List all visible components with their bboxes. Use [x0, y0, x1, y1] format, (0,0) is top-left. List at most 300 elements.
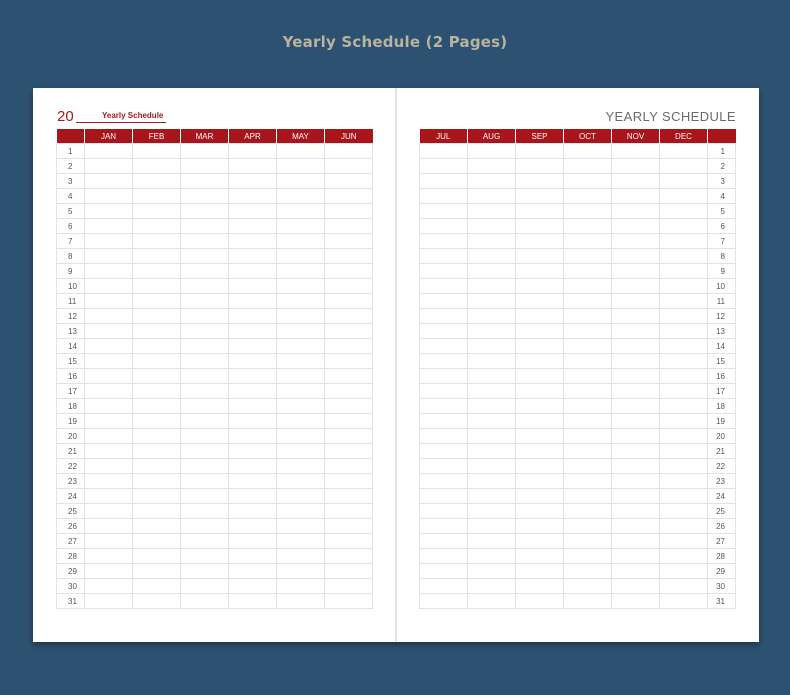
schedule-cell[interactable]	[85, 414, 133, 429]
schedule-cell[interactable]	[612, 354, 660, 369]
schedule-cell[interactable]	[277, 279, 325, 294]
schedule-cell[interactable]	[516, 219, 564, 234]
schedule-cell[interactable]	[420, 339, 468, 354]
schedule-cell[interactable]	[516, 579, 564, 594]
schedule-cell[interactable]	[277, 534, 325, 549]
schedule-cell[interactable]	[277, 174, 325, 189]
schedule-cell[interactable]	[468, 504, 516, 519]
schedule-cell[interactable]	[564, 564, 612, 579]
schedule-cell[interactable]	[229, 279, 277, 294]
schedule-cell[interactable]	[85, 429, 133, 444]
schedule-cell[interactable]	[181, 369, 229, 384]
schedule-cell[interactable]	[277, 384, 325, 399]
schedule-cell[interactable]	[325, 264, 373, 279]
schedule-cell[interactable]	[612, 564, 660, 579]
schedule-cell[interactable]	[468, 294, 516, 309]
schedule-cell[interactable]	[229, 294, 277, 309]
schedule-cell[interactable]	[133, 489, 181, 504]
schedule-cell[interactable]	[85, 354, 133, 369]
schedule-cell[interactable]	[564, 294, 612, 309]
schedule-cell[interactable]	[516, 489, 564, 504]
schedule-cell[interactable]	[229, 459, 277, 474]
schedule-cell[interactable]	[468, 189, 516, 204]
schedule-cell[interactable]	[85, 534, 133, 549]
schedule-cell[interactable]	[229, 474, 277, 489]
schedule-cell[interactable]	[564, 144, 612, 159]
schedule-cell[interactable]	[420, 174, 468, 189]
schedule-cell[interactable]	[660, 369, 708, 384]
schedule-cell[interactable]	[277, 354, 325, 369]
schedule-cell[interactable]	[229, 564, 277, 579]
schedule-cell[interactable]	[229, 429, 277, 444]
schedule-cell[interactable]	[468, 279, 516, 294]
schedule-cell[interactable]	[181, 504, 229, 519]
schedule-cell[interactable]	[85, 519, 133, 534]
schedule-cell[interactable]	[181, 279, 229, 294]
schedule-cell[interactable]	[516, 429, 564, 444]
schedule-cell[interactable]	[468, 549, 516, 564]
schedule-cell[interactable]	[660, 219, 708, 234]
schedule-cell[interactable]	[325, 414, 373, 429]
schedule-cell[interactable]	[229, 594, 277, 609]
schedule-cell[interactable]	[85, 474, 133, 489]
schedule-cell[interactable]	[181, 384, 229, 399]
schedule-cell[interactable]	[564, 444, 612, 459]
schedule-cell[interactable]	[229, 534, 277, 549]
schedule-cell[interactable]	[229, 219, 277, 234]
schedule-cell[interactable]	[277, 369, 325, 384]
schedule-cell[interactable]	[133, 594, 181, 609]
schedule-cell[interactable]	[229, 579, 277, 594]
schedule-cell[interactable]	[181, 519, 229, 534]
schedule-cell[interactable]	[516, 294, 564, 309]
schedule-cell[interactable]	[229, 324, 277, 339]
schedule-cell[interactable]	[420, 399, 468, 414]
schedule-cell[interactable]	[468, 459, 516, 474]
schedule-cell[interactable]	[181, 189, 229, 204]
schedule-cell[interactable]	[133, 414, 181, 429]
schedule-cell[interactable]	[229, 264, 277, 279]
schedule-cell[interactable]	[564, 339, 612, 354]
schedule-cell[interactable]	[181, 564, 229, 579]
schedule-cell[interactable]	[420, 564, 468, 579]
schedule-cell[interactable]	[516, 504, 564, 519]
schedule-cell[interactable]	[277, 474, 325, 489]
schedule-cell[interactable]	[229, 369, 277, 384]
schedule-cell[interactable]	[181, 174, 229, 189]
schedule-cell[interactable]	[181, 429, 229, 444]
schedule-cell[interactable]	[229, 234, 277, 249]
schedule-cell[interactable]	[277, 294, 325, 309]
schedule-cell[interactable]	[420, 159, 468, 174]
schedule-cell[interactable]	[277, 309, 325, 324]
schedule-cell[interactable]	[85, 459, 133, 474]
schedule-cell[interactable]	[325, 144, 373, 159]
schedule-cell[interactable]	[133, 339, 181, 354]
schedule-cell[interactable]	[612, 549, 660, 564]
schedule-cell[interactable]	[325, 489, 373, 504]
schedule-cell[interactable]	[468, 174, 516, 189]
schedule-cell[interactable]	[660, 159, 708, 174]
schedule-cell[interactable]	[612, 234, 660, 249]
schedule-cell[interactable]	[564, 279, 612, 294]
schedule-cell[interactable]	[325, 504, 373, 519]
schedule-cell[interactable]	[325, 279, 373, 294]
schedule-cell[interactable]	[277, 579, 325, 594]
schedule-cell[interactable]	[420, 384, 468, 399]
schedule-cell[interactable]	[325, 519, 373, 534]
schedule-cell[interactable]	[660, 504, 708, 519]
schedule-cell[interactable]	[468, 429, 516, 444]
schedule-cell[interactable]	[85, 579, 133, 594]
schedule-cell[interactable]	[564, 189, 612, 204]
schedule-cell[interactable]	[325, 219, 373, 234]
schedule-cell[interactable]	[277, 414, 325, 429]
schedule-cell[interactable]	[468, 354, 516, 369]
schedule-cell[interactable]	[516, 369, 564, 384]
schedule-cell[interactable]	[325, 384, 373, 399]
schedule-cell[interactable]	[277, 549, 325, 564]
schedule-cell[interactable]	[516, 399, 564, 414]
schedule-cell[interactable]	[468, 384, 516, 399]
schedule-cell[interactable]	[229, 189, 277, 204]
schedule-cell[interactable]	[85, 309, 133, 324]
schedule-cell[interactable]	[564, 474, 612, 489]
schedule-cell[interactable]	[277, 594, 325, 609]
schedule-cell[interactable]	[660, 204, 708, 219]
schedule-cell[interactable]	[420, 519, 468, 534]
schedule-cell[interactable]	[564, 249, 612, 264]
schedule-cell[interactable]	[468, 594, 516, 609]
schedule-cell[interactable]	[85, 369, 133, 384]
schedule-cell[interactable]	[325, 309, 373, 324]
schedule-cell[interactable]	[564, 579, 612, 594]
schedule-cell[interactable]	[420, 579, 468, 594]
schedule-cell[interactable]	[564, 369, 612, 384]
schedule-cell[interactable]	[516, 264, 564, 279]
schedule-cell[interactable]	[181, 534, 229, 549]
schedule-cell[interactable]	[181, 144, 229, 159]
schedule-cell[interactable]	[133, 159, 181, 174]
schedule-cell[interactable]	[516, 444, 564, 459]
schedule-cell[interactable]	[516, 204, 564, 219]
schedule-cell[interactable]	[468, 414, 516, 429]
schedule-cell[interactable]	[612, 294, 660, 309]
schedule-cell[interactable]	[612, 159, 660, 174]
schedule-cell[interactable]	[612, 219, 660, 234]
schedule-cell[interactable]	[612, 474, 660, 489]
schedule-cell[interactable]	[612, 504, 660, 519]
schedule-cell[interactable]	[325, 549, 373, 564]
schedule-cell[interactable]	[133, 519, 181, 534]
schedule-cell[interactable]	[420, 264, 468, 279]
schedule-cell[interactable]	[420, 204, 468, 219]
schedule-cell[interactable]	[277, 189, 325, 204]
schedule-cell[interactable]	[229, 144, 277, 159]
schedule-cell[interactable]	[660, 144, 708, 159]
schedule-cell[interactable]	[229, 444, 277, 459]
schedule-cell[interactable]	[277, 324, 325, 339]
schedule-cell[interactable]	[133, 429, 181, 444]
schedule-cell[interactable]	[420, 144, 468, 159]
schedule-cell[interactable]	[564, 459, 612, 474]
schedule-cell[interactable]	[133, 234, 181, 249]
schedule-cell[interactable]	[660, 234, 708, 249]
schedule-cell[interactable]	[325, 294, 373, 309]
schedule-cell[interactable]	[277, 159, 325, 174]
schedule-cell[interactable]	[612, 489, 660, 504]
schedule-cell[interactable]	[660, 489, 708, 504]
schedule-cell[interactable]	[277, 399, 325, 414]
schedule-cell[interactable]	[420, 369, 468, 384]
schedule-cell[interactable]	[660, 594, 708, 609]
schedule-cell[interactable]	[612, 144, 660, 159]
schedule-cell[interactable]	[468, 474, 516, 489]
schedule-cell[interactable]	[181, 234, 229, 249]
schedule-cell[interactable]	[229, 309, 277, 324]
schedule-cell[interactable]	[660, 279, 708, 294]
schedule-cell[interactable]	[564, 234, 612, 249]
schedule-cell[interactable]	[133, 174, 181, 189]
schedule-cell[interactable]	[229, 414, 277, 429]
schedule-cell[interactable]	[420, 414, 468, 429]
schedule-cell[interactable]	[133, 534, 181, 549]
schedule-cell[interactable]	[420, 234, 468, 249]
schedule-cell[interactable]	[133, 324, 181, 339]
schedule-cell[interactable]	[468, 309, 516, 324]
schedule-cell[interactable]	[325, 429, 373, 444]
schedule-cell[interactable]	[660, 264, 708, 279]
schedule-cell[interactable]	[325, 369, 373, 384]
schedule-cell[interactable]	[612, 444, 660, 459]
schedule-cell[interactable]	[516, 324, 564, 339]
schedule-cell[interactable]	[133, 369, 181, 384]
schedule-cell[interactable]	[325, 249, 373, 264]
schedule-cell[interactable]	[612, 594, 660, 609]
schedule-cell[interactable]	[181, 354, 229, 369]
schedule-cell[interactable]	[229, 384, 277, 399]
schedule-cell[interactable]	[660, 354, 708, 369]
schedule-cell[interactable]	[420, 534, 468, 549]
schedule-cell[interactable]	[420, 594, 468, 609]
schedule-cell[interactable]	[325, 564, 373, 579]
schedule-cell[interactable]	[325, 594, 373, 609]
schedule-cell[interactable]	[133, 384, 181, 399]
schedule-cell[interactable]	[564, 414, 612, 429]
schedule-cell[interactable]	[181, 249, 229, 264]
schedule-cell[interactable]	[564, 204, 612, 219]
schedule-cell[interactable]	[564, 594, 612, 609]
schedule-cell[interactable]	[660, 324, 708, 339]
schedule-cell[interactable]	[516, 354, 564, 369]
schedule-cell[interactable]	[516, 279, 564, 294]
schedule-cell[interactable]	[85, 444, 133, 459]
schedule-cell[interactable]	[564, 489, 612, 504]
schedule-cell[interactable]	[85, 564, 133, 579]
schedule-cell[interactable]	[133, 504, 181, 519]
schedule-cell[interactable]	[612, 309, 660, 324]
schedule-cell[interactable]	[181, 294, 229, 309]
schedule-cell[interactable]	[181, 204, 229, 219]
schedule-cell[interactable]	[516, 309, 564, 324]
schedule-cell[interactable]	[612, 279, 660, 294]
schedule-cell[interactable]	[133, 459, 181, 474]
schedule-cell[interactable]	[612, 384, 660, 399]
schedule-cell[interactable]	[85, 384, 133, 399]
schedule-cell[interactable]	[133, 549, 181, 564]
schedule-cell[interactable]	[612, 429, 660, 444]
schedule-cell[interactable]	[564, 324, 612, 339]
schedule-cell[interactable]	[133, 294, 181, 309]
schedule-cell[interactable]	[420, 309, 468, 324]
schedule-cell[interactable]	[133, 444, 181, 459]
schedule-cell[interactable]	[133, 264, 181, 279]
schedule-cell[interactable]	[612, 579, 660, 594]
schedule-cell[interactable]	[325, 534, 373, 549]
schedule-cell[interactable]	[85, 324, 133, 339]
schedule-cell[interactable]	[612, 369, 660, 384]
schedule-cell[interactable]	[133, 279, 181, 294]
schedule-cell[interactable]	[133, 309, 181, 324]
schedule-cell[interactable]	[325, 399, 373, 414]
schedule-cell[interactable]	[612, 459, 660, 474]
schedule-cell[interactable]	[85, 279, 133, 294]
schedule-cell[interactable]	[468, 204, 516, 219]
schedule-cell[interactable]	[277, 459, 325, 474]
schedule-cell[interactable]	[468, 324, 516, 339]
schedule-cell[interactable]	[229, 339, 277, 354]
schedule-cell[interactable]	[229, 159, 277, 174]
schedule-cell[interactable]	[660, 414, 708, 429]
schedule-cell[interactable]	[133, 579, 181, 594]
schedule-cell[interactable]	[325, 204, 373, 219]
schedule-cell[interactable]	[660, 549, 708, 564]
schedule-cell[interactable]	[277, 234, 325, 249]
schedule-cell[interactable]	[420, 189, 468, 204]
schedule-cell[interactable]	[85, 249, 133, 264]
schedule-cell[interactable]	[181, 594, 229, 609]
schedule-cell[interactable]	[133, 204, 181, 219]
schedule-cell[interactable]	[181, 399, 229, 414]
schedule-cell[interactable]	[181, 489, 229, 504]
schedule-cell[interactable]	[133, 399, 181, 414]
schedule-cell[interactable]	[660, 519, 708, 534]
schedule-cell[interactable]	[85, 219, 133, 234]
schedule-cell[interactable]	[85, 264, 133, 279]
schedule-cell[interactable]	[85, 174, 133, 189]
schedule-cell[interactable]	[325, 174, 373, 189]
schedule-cell[interactable]	[181, 219, 229, 234]
schedule-cell[interactable]	[229, 399, 277, 414]
schedule-cell[interactable]	[181, 309, 229, 324]
schedule-cell[interactable]	[468, 399, 516, 414]
schedule-cell[interactable]	[229, 204, 277, 219]
schedule-cell[interactable]	[277, 204, 325, 219]
schedule-cell[interactable]	[420, 324, 468, 339]
schedule-cell[interactable]	[660, 429, 708, 444]
schedule-cell[interactable]	[516, 144, 564, 159]
schedule-cell[interactable]	[516, 594, 564, 609]
schedule-cell[interactable]	[133, 564, 181, 579]
schedule-cell[interactable]	[516, 519, 564, 534]
schedule-cell[interactable]	[612, 534, 660, 549]
schedule-cell[interactable]	[564, 174, 612, 189]
schedule-cell[interactable]	[277, 429, 325, 444]
schedule-cell[interactable]	[133, 474, 181, 489]
schedule-cell[interactable]	[564, 504, 612, 519]
schedule-cell[interactable]	[181, 459, 229, 474]
schedule-cell[interactable]	[325, 189, 373, 204]
schedule-cell[interactable]	[85, 144, 133, 159]
schedule-cell[interactable]	[660, 579, 708, 594]
schedule-cell[interactable]	[468, 339, 516, 354]
schedule-cell[interactable]	[516, 474, 564, 489]
schedule-cell[interactable]	[564, 309, 612, 324]
schedule-cell[interactable]	[325, 339, 373, 354]
schedule-cell[interactable]	[325, 459, 373, 474]
schedule-cell[interactable]	[612, 399, 660, 414]
schedule-cell[interactable]	[612, 204, 660, 219]
schedule-cell[interactable]	[660, 399, 708, 414]
schedule-cell[interactable]	[420, 429, 468, 444]
schedule-cell[interactable]	[564, 159, 612, 174]
schedule-cell[interactable]	[85, 594, 133, 609]
schedule-cell[interactable]	[85, 189, 133, 204]
schedule-cell[interactable]	[229, 249, 277, 264]
schedule-cell[interactable]	[325, 159, 373, 174]
schedule-cell[interactable]	[420, 294, 468, 309]
schedule-cell[interactable]	[516, 159, 564, 174]
schedule-cell[interactable]	[612, 324, 660, 339]
schedule-cell[interactable]	[420, 504, 468, 519]
schedule-cell[interactable]	[277, 489, 325, 504]
schedule-cell[interactable]	[516, 384, 564, 399]
schedule-cell[interactable]	[468, 144, 516, 159]
schedule-cell[interactable]	[660, 534, 708, 549]
schedule-cell[interactable]	[181, 324, 229, 339]
schedule-cell[interactable]	[181, 414, 229, 429]
schedule-cell[interactable]	[516, 534, 564, 549]
schedule-cell[interactable]	[468, 534, 516, 549]
schedule-cell[interactable]	[564, 219, 612, 234]
schedule-cell[interactable]	[420, 459, 468, 474]
schedule-cell[interactable]	[229, 549, 277, 564]
schedule-cell[interactable]	[85, 399, 133, 414]
schedule-cell[interactable]	[229, 519, 277, 534]
schedule-cell[interactable]	[133, 249, 181, 264]
schedule-cell[interactable]	[660, 189, 708, 204]
schedule-cell[interactable]	[420, 354, 468, 369]
schedule-cell[interactable]	[612, 519, 660, 534]
schedule-cell[interactable]	[181, 549, 229, 564]
schedule-cell[interactable]	[85, 549, 133, 564]
schedule-cell[interactable]	[420, 444, 468, 459]
schedule-cell[interactable]	[516, 414, 564, 429]
schedule-cell[interactable]	[660, 564, 708, 579]
schedule-cell[interactable]	[420, 219, 468, 234]
schedule-cell[interactable]	[660, 474, 708, 489]
schedule-cell[interactable]	[516, 564, 564, 579]
schedule-cell[interactable]	[181, 579, 229, 594]
schedule-cell[interactable]	[660, 294, 708, 309]
schedule-cell[interactable]	[468, 579, 516, 594]
schedule-cell[interactable]	[277, 264, 325, 279]
schedule-cell[interactable]	[516, 174, 564, 189]
schedule-cell[interactable]	[468, 264, 516, 279]
schedule-cell[interactable]	[660, 384, 708, 399]
schedule-cell[interactable]	[325, 354, 373, 369]
schedule-cell[interactable]	[612, 174, 660, 189]
